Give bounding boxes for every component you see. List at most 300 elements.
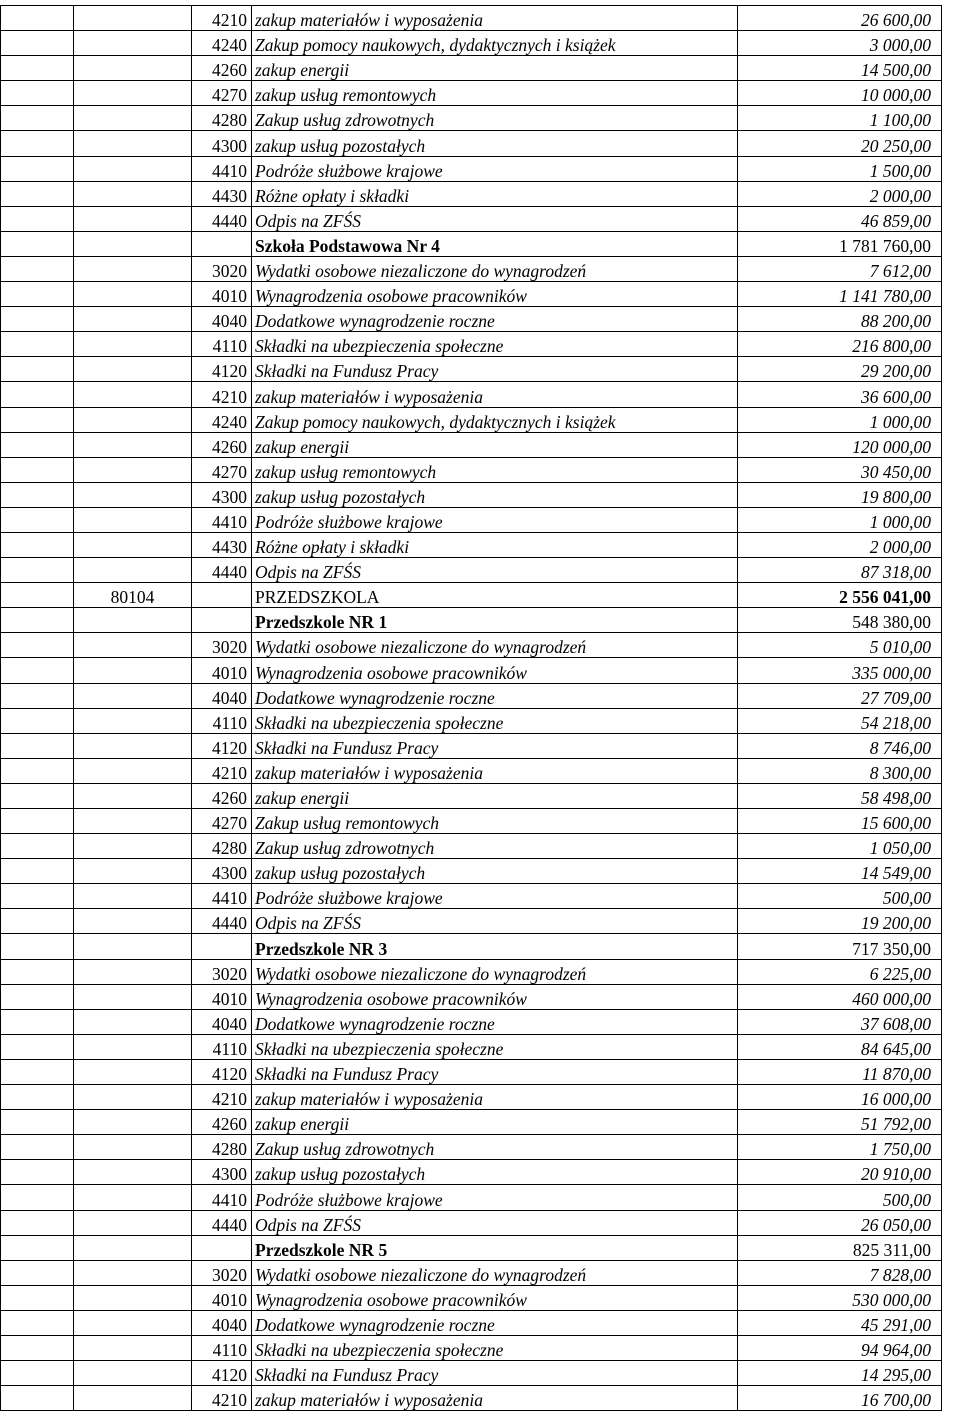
section-code-cell [1,382,74,407]
amount-cell [738,1110,942,1135]
paragraph-code-cell-text: 4210 [212,762,247,783]
amount-cell-text: 14 295,00 [861,1365,931,1386]
paragraph-code-cell [192,482,252,507]
description-cell-text: Wydatki osobowe niezaliczone do wynagrodzeń [255,261,587,282]
description-cell [252,1034,738,1059]
description-cell-text: Dodatkowe wynagrodzenie roczne [255,311,495,332]
amount-cell-text: 1 141 780,00 [839,286,931,307]
chapter-code-cell [74,1135,192,1160]
amount-cell [738,6,942,31]
paragraph-code-cell [192,633,252,658]
amount-cell [738,256,942,281]
amount-cell [738,131,942,156]
section-code-cell [1,106,74,131]
paragraph-code-cell-text: 4240 [212,411,247,432]
amount-cell [738,708,942,733]
chapter-header-row [1,583,942,608]
amount-cell-text: 500,00 [882,1189,931,1210]
paragraph-code-cell-text: 4040 [212,687,247,708]
description-cell [252,608,738,633]
paragraph-code-cell-text: 4120 [212,1365,247,1386]
chapter-code-cell [74,683,192,708]
amount-cell [738,1335,942,1360]
description-cell [252,758,738,783]
amount-cell-text: 15 600,00 [861,813,931,834]
chapter-code-cell [74,1009,192,1034]
section-code-cell [1,1185,74,1210]
amount-cell [738,56,942,81]
paragraph-code-cell [192,809,252,834]
amount-cell-text: 7 612,00 [869,261,931,282]
chapter-code-cell [74,708,192,733]
section-code-cell [1,282,74,307]
description-cell-text: Różne opłaty i składki [255,537,410,558]
description-cell-text: Podróże służbowe krajowe [255,160,443,181]
chapter-code-cell [74,1335,192,1360]
paragraph-code-cell-text: 4010 [212,286,247,307]
description-cell-text: zakup energii [255,60,350,81]
paragraph-code-cell-text: 4120 [212,737,247,758]
description-cell [252,181,738,206]
section-code-cell [1,708,74,733]
section-code-cell [1,959,74,984]
table-row [1,106,942,131]
section-code-cell [1,1260,74,1285]
amount-cell-text: 84 645,00 [861,1038,931,1059]
description-cell-text: Zakup usług remontowych [255,813,440,834]
amount-cell-text: 120 000,00 [852,436,931,457]
table-row [1,1185,942,1210]
section-code-cell [1,1335,74,1360]
description-cell [252,683,738,708]
amount-cell-text: 14 549,00 [861,863,931,884]
paragraph-code-cell-text: 4440 [212,562,247,583]
amount-cell [738,733,942,758]
description-cell [252,783,738,808]
table-row [1,507,942,532]
description-cell [252,959,738,984]
paragraph-code-cell [192,282,252,307]
chapter-code-cell [74,1085,192,1110]
amount-cell-text: 46 859,00 [861,210,931,231]
table-row [1,357,942,382]
chapter-code-cell [74,156,192,181]
table-row [1,1285,942,1310]
chapter-code-cell [74,1185,192,1210]
amount-cell [738,934,942,959]
section-code-cell [1,608,74,633]
description-cell [252,1310,738,1335]
chapter-code-cell [74,959,192,984]
description-cell-text: Zakup usług zdrowotnych [255,1139,435,1160]
amount-cell-text: 2 000,00 [869,537,931,558]
budget-table-body [1,6,942,1411]
section-code-cell [1,156,74,181]
description-cell-text: Zakup usług zdrowotnych [255,110,435,131]
amount-cell-text: 8 746,00 [869,737,931,758]
table-row [1,658,942,683]
table-row [1,81,942,106]
amount-cell-text: 19 200,00 [861,913,931,934]
paragraph-code-cell [192,1135,252,1160]
description-cell [252,432,738,457]
amount-cell [738,1260,942,1285]
amount-cell-text: 10 000,00 [861,85,931,106]
table-row [1,131,942,156]
table-row [1,1110,942,1135]
table-row [1,1085,942,1110]
amount-cell-text: 1 750,00 [869,1139,931,1160]
chapter-code-cell [74,884,192,909]
paragraph-code-cell-text: 4040 [212,311,247,332]
description-cell-text: zakup materiałów i wyposażenia [255,1089,483,1110]
description-cell-text: Składki na ubezpieczenia społeczne [255,1038,504,1059]
description-cell-text: zakup usług pozostałych [255,486,426,507]
chapter-code-cell [74,658,192,683]
amount-cell [738,106,942,131]
section-code-cell [1,1235,74,1260]
section-code-cell [1,1361,74,1386]
description-cell [252,1260,738,1285]
paragraph-code-cell [192,909,252,934]
paragraph-code-cell [192,758,252,783]
section-code-cell [1,532,74,557]
chapter-code-cell [74,332,192,357]
description-cell [252,6,738,31]
description-cell-text: Odpis na ZFŚS [255,913,361,934]
section-code-cell [1,658,74,683]
paragraph-code-cell [192,834,252,859]
table-row [1,1361,942,1386]
description-cell [252,357,738,382]
paragraph-code-cell-text: 3020 [212,1264,247,1285]
amount-cell [738,633,942,658]
paragraph-code-cell-text: 4430 [212,185,247,206]
section-code-cell [1,31,74,56]
section-code-cell [1,56,74,81]
amount-cell-text: 1 000,00 [869,511,931,532]
chapter-code-cell [74,1361,192,1386]
paragraph-code-cell-text: 4110 [212,1340,247,1361]
description-cell [252,81,738,106]
description-cell-text: Składki na ubezpieczenia społeczne [255,712,504,733]
section-code-cell [1,407,74,432]
table-row [1,1335,942,1360]
section-code-cell [1,934,74,959]
table-row [1,307,942,332]
table-row [1,6,942,31]
paragraph-code-cell [192,1285,252,1310]
paragraph-code-cell-text: 4260 [212,60,247,81]
description-cell-text: zakup energii [255,788,350,808]
description-cell [252,206,738,231]
amount-cell-text: 29 200,00 [861,361,931,382]
paragraph-code-cell [192,231,252,256]
chapter-code-cell [74,558,192,583]
amount-cell-text: 1 500,00 [869,160,931,181]
table-row [1,1210,942,1235]
chapter-code-cell [74,282,192,307]
description-cell [252,708,738,733]
description-cell [252,332,738,357]
table-row [1,909,942,934]
description-cell [252,1285,738,1310]
paragraph-code-cell-text: 4010 [212,1289,247,1310]
amount-cell [738,432,942,457]
description-cell [252,633,738,658]
table-row [1,156,942,181]
chapter-code-cell [74,809,192,834]
chapter-code-cell [74,1386,192,1411]
description-cell-text: Wynagrodzenia osobowe pracowników [255,286,527,307]
amount-cell [738,332,942,357]
amount-cell-text: 45 291,00 [861,1314,931,1335]
description-cell-text: Różne opłaty i składki [255,185,410,206]
chapter-code-cell [74,1210,192,1235]
description-cell [252,131,738,156]
paragraph-code-cell-text: 4210 [212,1390,247,1411]
section-code-cell [1,181,74,206]
table-row [1,56,942,81]
budget-table [0,5,942,1411]
section-code-cell [1,206,74,231]
table-row [1,758,942,783]
amount-cell-text: 7 828,00 [869,1264,931,1285]
description-cell-text: Wydatki osobowe niezaliczone do wynagrodzeń [255,637,587,658]
section-code-cell [1,1059,74,1084]
paragraph-code-cell [192,884,252,909]
description-cell [252,231,738,256]
description-cell-text: Składki na Fundusz Pracy [255,737,439,758]
table-row [1,809,942,834]
amount-cell [738,658,942,683]
description-cell-text: zakup materiałów i wyposażenia [255,10,483,31]
paragraph-code-cell-text: 4210 [212,10,247,31]
description-cell-text: PRZEDSZKOLA [255,587,380,608]
description-cell-text: Dodatkowe wynagrodzenie roczne [255,1314,495,1335]
paragraph-code-cell [192,106,252,131]
description-cell-text: zakup usług pozostałych [255,135,426,156]
description-cell-text: Składki na Fundusz Pracy [255,1064,439,1085]
description-cell-text: zakup energii [255,1114,350,1135]
section-code-cell [1,1110,74,1135]
unit-header-row [1,608,942,633]
table-row [1,683,942,708]
section-code-cell [1,809,74,834]
section-code-cell [1,683,74,708]
chapter-code-cell [74,758,192,783]
chapter-code-cell [74,984,192,1009]
section-code-cell [1,1009,74,1034]
table-row [1,206,942,231]
section-code-cell [1,507,74,532]
description-cell-text: Wydatki osobowe niezaliczone do wynagrodzeń [255,1264,587,1285]
description-cell [252,307,738,332]
description-cell-text: Szkoła Podstawowa Nr 4 [255,235,440,256]
paragraph-code-cell-text: 4270 [212,461,247,482]
section-code-cell [1,457,74,482]
paragraph-code-cell [192,583,252,608]
paragraph-code-cell-text: 4210 [212,1089,247,1110]
chapter-code-cell [74,256,192,281]
paragraph-code-cell [192,658,252,683]
chapter-code-cell [74,457,192,482]
section-code-cell [1,1085,74,1110]
table-row [1,558,942,583]
paragraph-code-cell [192,1185,252,1210]
description-cell [252,1110,738,1135]
description-cell [252,1335,738,1360]
paragraph-code-cell [192,181,252,206]
amount-cell-text: 16 700,00 [861,1390,931,1411]
description-cell-text: Przedszkole NR 1 [255,612,388,633]
paragraph-code-cell-text: 4280 [212,838,247,859]
unit-header-row [1,934,942,959]
description-cell-text: Przedszkole NR 3 [255,938,388,959]
amount-cell-text: 36 600,00 [861,386,931,407]
section-code-cell [1,6,74,31]
chapter-code-cell [74,206,192,231]
amount-cell-text: 88 200,00 [861,311,931,332]
section-code-cell [1,558,74,583]
amount-cell-text: 5 010,00 [869,637,931,658]
amount-cell [738,357,942,382]
paragraph-code-cell-text: 4110 [212,1038,247,1059]
paragraph-code-cell [192,683,252,708]
amount-cell [738,1085,942,1110]
paragraph-code-cell [192,1059,252,1084]
paragraph-code-cell-text: 4120 [212,1064,247,1085]
amount-cell [738,1135,942,1160]
description-cell [252,56,738,81]
paragraph-code-cell [192,733,252,758]
chapter-code-cell [74,608,192,633]
paragraph-code-cell-text: 3020 [212,963,247,984]
paragraph-code-cell [192,507,252,532]
description-cell-text: zakup materiałów i wyposażenia [255,762,483,783]
amount-cell-text: 58 498,00 [861,788,931,808]
amount-cell-text: 2 000,00 [869,185,931,206]
chapter-code-cell [74,181,192,206]
chapter-code-cell [74,934,192,959]
paragraph-code-cell-text: 4280 [212,1139,247,1160]
amount-cell-text: 3 000,00 [869,35,931,56]
table-row [1,959,942,984]
amount-cell-text: 500,00 [882,888,931,909]
paragraph-code-cell [192,984,252,1009]
amount-cell [738,532,942,557]
paragraph-code-cell-text: 4300 [212,135,247,156]
amount-cell [738,1210,942,1235]
section-code-cell [1,307,74,332]
section-code-cell [1,1310,74,1335]
paragraph-code-cell [192,1110,252,1135]
paragraph-code-cell-text: 4440 [212,1214,247,1235]
amount-cell-text: 26 050,00 [861,1214,931,1235]
amount-cell [738,1235,942,1260]
table-row [1,282,942,307]
paragraph-code-cell [192,206,252,231]
amount-cell-text: 16 000,00 [861,1089,931,1110]
paragraph-code-cell [192,1235,252,1260]
section-code-cell [1,733,74,758]
description-cell-text: zakup materiałów i wyposażenia [255,386,483,407]
description-cell [252,156,738,181]
table-row [1,1260,942,1285]
table-row [1,1386,942,1411]
section-code-cell [1,432,74,457]
amount-cell [738,859,942,884]
table-row [1,884,942,909]
chapter-code-cell [74,507,192,532]
paragraph-code-cell [192,332,252,357]
amount-cell-text: 19 800,00 [861,486,931,507]
table-row [1,332,942,357]
paragraph-code-cell-text: 4110 [212,336,247,357]
description-cell [252,532,738,557]
paragraph-code-cell [192,131,252,156]
description-cell-text: Składki na Fundusz Pracy [255,361,439,382]
chapter-code-cell [74,56,192,81]
chapter-code-cell [74,859,192,884]
amount-cell [738,231,942,256]
description-cell-text: Składki na Fundusz Pracy [255,1365,439,1386]
table-row [1,457,942,482]
paragraph-code-cell-text: 4260 [212,788,247,808]
description-cell [252,733,738,758]
chapter-code-cell [74,1034,192,1059]
amount-cell [738,683,942,708]
description-cell-text: Zakup usług zdrowotnych [255,838,435,859]
amount-cell [738,206,942,231]
section-code-cell [1,834,74,859]
amount-cell [738,959,942,984]
chapter-code-cell [74,407,192,432]
amount-cell [738,783,942,808]
section-code-cell [1,1386,74,1411]
description-cell-text: zakup usług pozostałych [255,863,426,884]
amount-cell [738,1386,942,1411]
description-cell-text: Odpis na ZFŚS [255,562,361,583]
amount-cell [738,181,942,206]
amount-cell [738,1160,942,1185]
amount-cell [738,1310,942,1335]
table-row [1,783,942,808]
paragraph-code-cell-text: 4110 [212,712,247,733]
section-code-cell [1,758,74,783]
paragraph-code-cell [192,1260,252,1285]
section-code-cell [1,1210,74,1235]
paragraph-code-cell-text: 4410 [212,888,247,909]
description-cell [252,1059,738,1084]
paragraph-code-cell [192,382,252,407]
description-cell [252,1361,738,1386]
paragraph-code-cell [192,256,252,281]
chapter-code-cell [74,733,192,758]
amount-cell-text: 14 500,00 [861,60,931,81]
description-cell [252,482,738,507]
paragraph-code-cell [192,56,252,81]
description-cell-text: Przedszkole NR 5 [255,1239,388,1260]
description-cell-text: Wynagrodzenia osobowe pracowników [255,662,527,683]
description-cell-text: Dodatkowe wynagrodzenie roczne [255,1013,495,1034]
description-cell-text: Podróże służbowe krajowe [255,1189,443,1210]
table-row [1,482,942,507]
section-code-cell [1,256,74,281]
description-cell [252,884,738,909]
description-cell-text: Podróże służbowe krajowe [255,511,443,532]
paragraph-code-cell-text: 4300 [212,863,247,884]
